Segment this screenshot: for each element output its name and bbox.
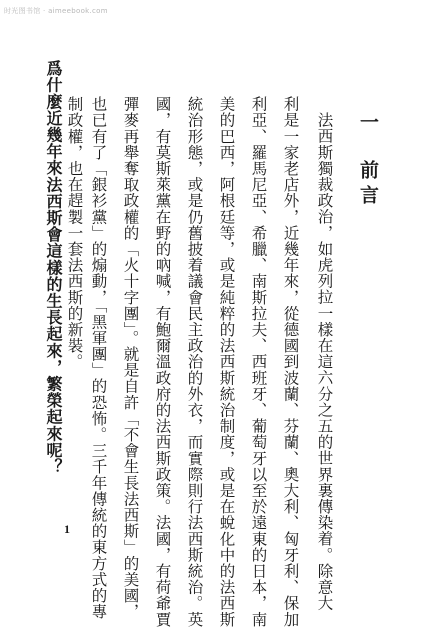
watermark: 时光图书馆 · aimeebook.com <box>4 7 108 15</box>
section-title: 前言 <box>357 160 379 210</box>
paragraph-column: 制政權，也在趕製一套法西斯的新裝。 <box>65 96 84 370</box>
paragraph-column: 彈麥再舉奪取政權的「火十字團」。就是自許「不會生長法西斯」的美國， <box>121 96 140 620</box>
paragraph-column: 國，有莫斯萊黨在野的吶喊，有鮑爾溫政府的法西斯政策。法國，有荷爺賈 <box>153 96 172 627</box>
paragraph-column: 統治形態，或是仍舊披着議會民主政治的外衣，而實際則行法西斯統治。英 <box>185 96 204 627</box>
question-line: 爲什麼近幾年來法西斯會這樣的生長起來，繁榮起來呢？ <box>44 60 63 475</box>
paragraph-column: 利亞、羅馬尼亞、希臘、南斯拉夫、西班牙、葡萄牙以至於遠東的日本，南 <box>249 96 268 627</box>
page-number: 1 <box>64 522 70 536</box>
paragraph-column: 法西斯獨裁政治，如虎列拉一樣在這六分之五的世界裏傳染着。除意大 <box>315 112 334 612</box>
paragraph-column: 也已有了「銀衫黨」的煽動，「黑軍團」的恐怖。三千年傳統的東方式的專 <box>89 96 108 620</box>
section-number: 一 <box>357 112 379 131</box>
paragraph-column: 美的巴西，阿根廷等，或是純粹的法西斯統治制度，或是在蛻化中的法西斯 <box>217 96 236 627</box>
paragraph-column: 利是一家老店外，近幾年來，從德國到波蘭、芬蘭、奧大利、匈牙利、保加 <box>281 96 300 627</box>
